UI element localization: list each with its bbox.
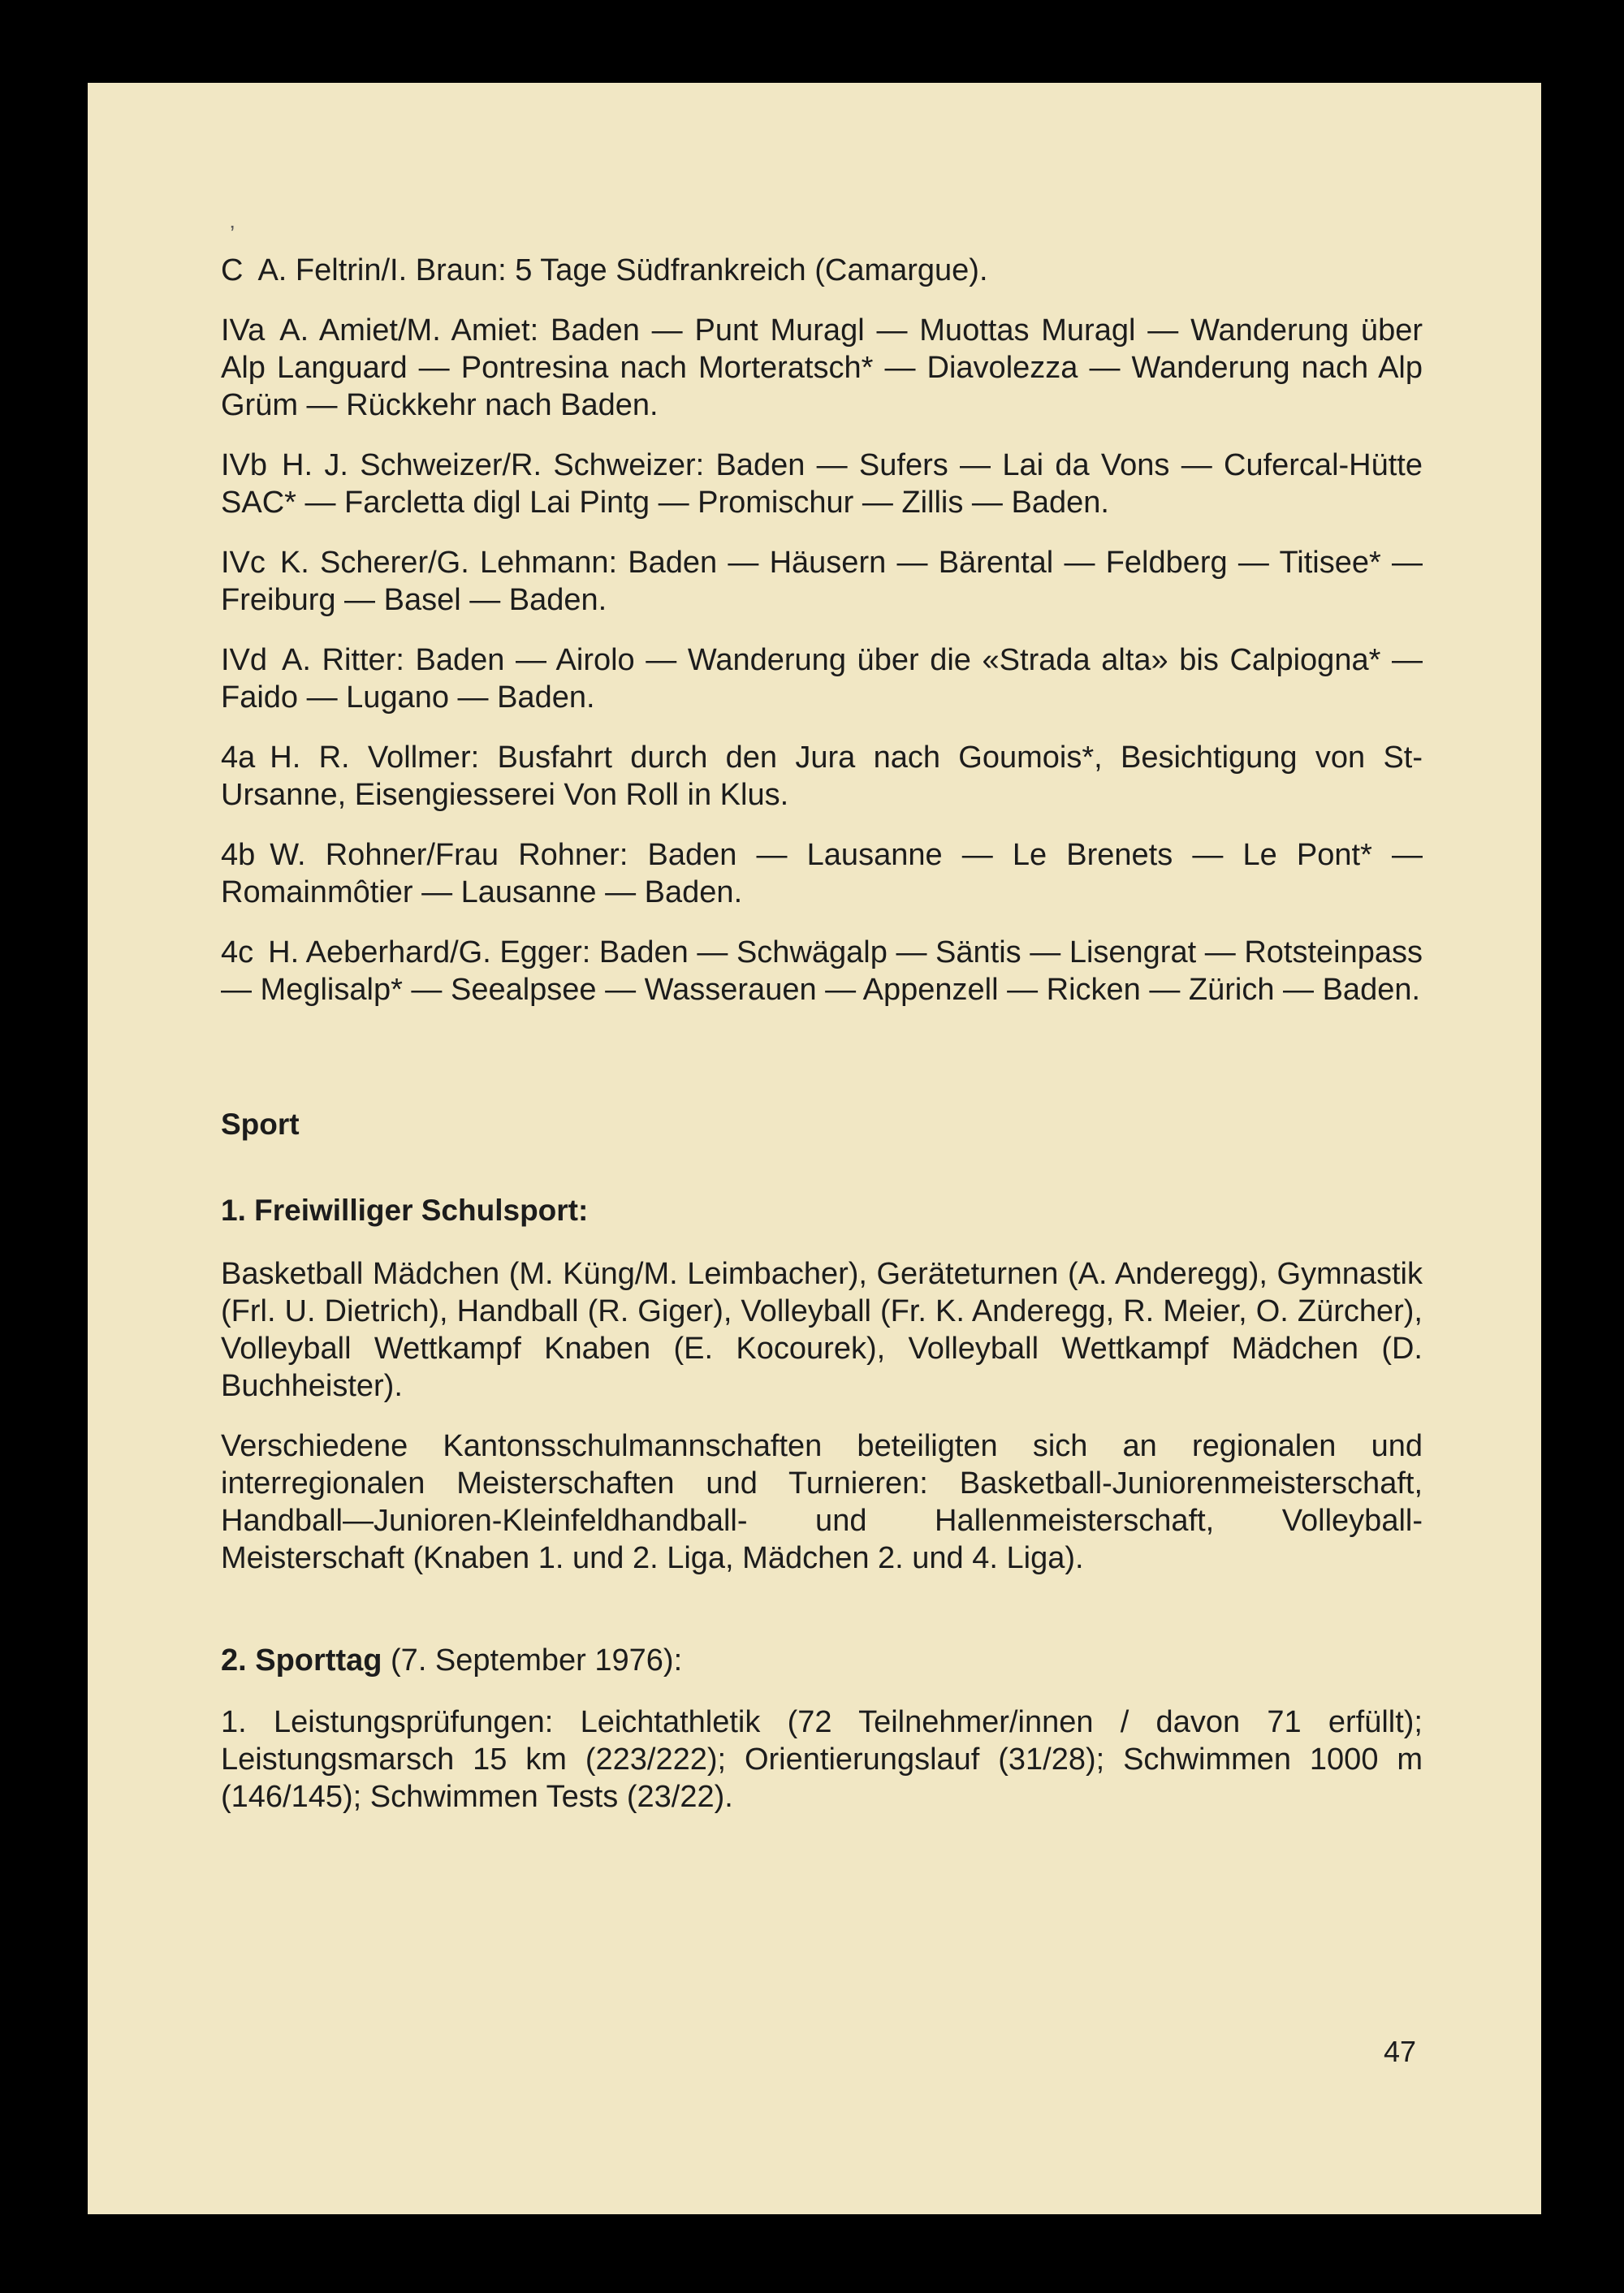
sporttag-heading [221, 1642, 1423, 1679]
leistungspruefungen-paragraph: 1. Leistungsprüfungen: Leichtathletik (72 Teilnehmer/innen / davon 71 erfüllt); Leistungsmarsch 15 km (223/222); Orientierungslauf (31/28); Schwimmen 1000 m (146/145); Schwimmen Tests (23/22). [221, 1705, 1423, 1814]
excursion-entry [221, 312, 1423, 424]
excursion-code: IVd [221, 643, 268, 677]
stray-mark: ’ [230, 221, 235, 246]
page-content [221, 252, 1423, 1838]
excursion-text: K. Scherer/G. Lehmann: Baden — Häusern — Bärental — Feldberg — Titisee* — Freiburg — Basel — Baden. [221, 546, 1423, 617]
excursion-code: IVb [221, 448, 268, 482]
excursion-entry [221, 252, 1423, 289]
sport-heading: Sport [221, 1108, 300, 1141]
sporttag-label: 2. Sporttag [221, 1643, 382, 1678]
excursion-text: A. Feltrin/I. Braun: 5 Tage Südfrankreich (Camargue). [257, 253, 988, 287]
schulsport-paragraph: Basketball Mädchen (M. Küng/M. Leimbacher), Geräteturnen (A. Anderegg), Gymnastik (Frl. U. Dietrich), Handball (R. Giger), Volleyball (Fr. K. Anderegg, R. Meier, O. Zürcher), Volleyball Wettkampf Knaben (E. Kocourek), Volleyball Wettkampf Mädchen (D. Buchheister). [221, 1257, 1423, 1403]
excursion-code: 4a [221, 741, 256, 775]
excursion-code: IVc [221, 546, 266, 580]
excursion-text: W. Rohner/Frau Rohner: Baden — Lausanne — Le Brenets — Le Pont* — Romainmôtier — Lausanne — Baden. [221, 838, 1423, 909]
excursion-text: H. R. Vollmer: Busfahrt durch den Jura nach Goumois*, Besichtigung von St-Ursanne, Eisengiesserei Von Roll in Klus. [221, 741, 1423, 812]
sporttag-date: (7. September 1976): [391, 1643, 683, 1678]
excursion-entry [221, 447, 1423, 521]
excursion-code: 4c [221, 935, 254, 969]
page-number: 47 [1383, 2035, 1416, 2068]
excursion-entry [221, 544, 1423, 619]
excursion-text: H. Aeberhard/G. Egger: Baden — Schwägalp — Säntis — Lisengrat — Rotsteinpass — Meglisalp* — Seealpsee — Wasserauen — Appenzell — Ricken — Zürich — Baden. [221, 935, 1423, 1007]
excursion-entry [221, 739, 1423, 814]
excursion-list [221, 252, 1423, 1008]
excursion-code: 4b [221, 838, 256, 872]
excursion-code: IVa [221, 313, 266, 348]
excursion-text: A. Amiet/M. Amiet: Baden — Punt Muragl — Muottas Muragl — Wanderung über Alp Languard — Pontresina nach Morteratsch* — Diavolezza — Wanderung nach Alp Grüm — Rückkehr nach Baden. [221, 313, 1423, 422]
excursion-entry [221, 934, 1423, 1008]
excursion-text: A. Ritter: Baden — Airolo — Wanderung über die «Strada alta» bis Calpiogna* — Faido — Lugano — Baden. [221, 643, 1423, 715]
schulsport-heading: 1. Freiwilliger Schulsport: [221, 1194, 589, 1227]
excursion-entry [221, 836, 1423, 911]
excursion-code: C [221, 253, 244, 287]
excursion-entry [221, 641, 1423, 716]
meisterschaften-paragraph: Verschiedene Kantonsschulmannschaften beteiligten sich an regionalen und interregionalen Meisterschaften und Turnieren: Basketball-Juniorenmeisterschaft, Handball—Junioren-Kleinfeldhandball- und Hallenmeisterschaft, Volleyball-Meisterschaft (Knaben 1. und 2. Liga, Mädchen 2. und 4. Liga). [221, 1429, 1423, 1575]
excursion-text: H. J. Schweizer/R. Schweizer: Baden — Sufers — Lai da Vons — Cufercal-Hütte SAC* — Farcletta digl Lai Pintg — Promischur — Zillis — Baden. [221, 448, 1423, 520]
